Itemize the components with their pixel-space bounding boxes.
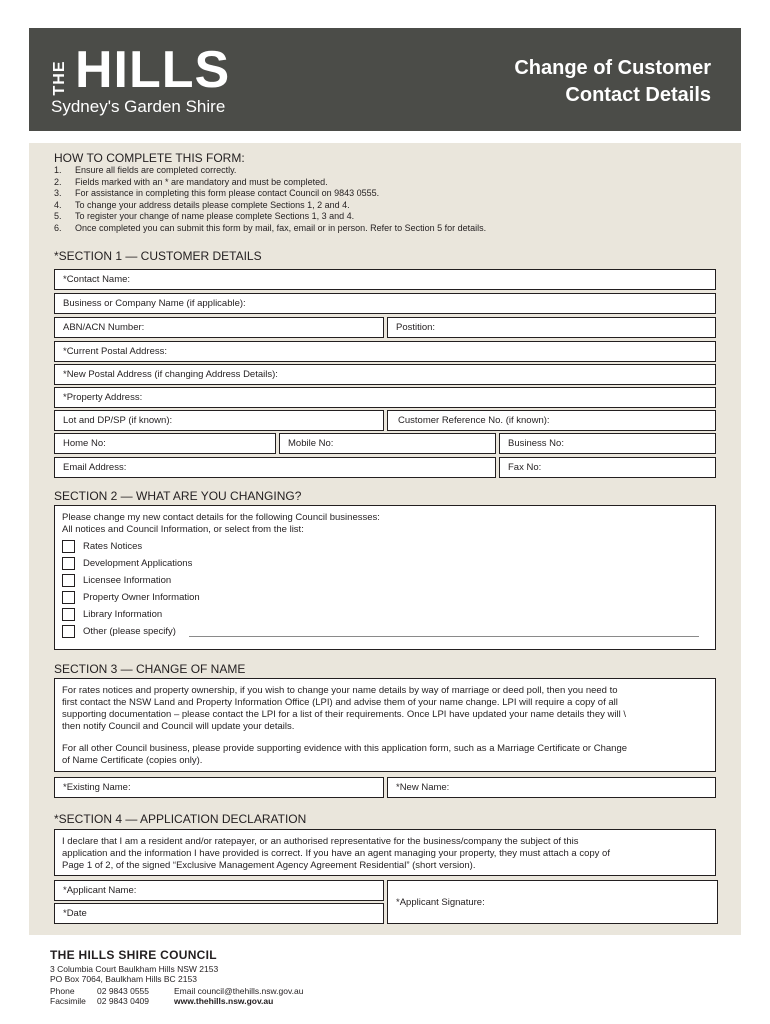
footer-fax-row: Facsimile 02 9843 0409 www.thehills.nsw.gov.au: [50, 996, 274, 1006]
option-library-information[interactable]: Library Information: [62, 607, 162, 622]
option-property-owner-information[interactable]: Property Owner Information: [62, 590, 200, 605]
list-item: 4. To change your address details please complete Sections 1, 2 and 4.: [54, 199, 350, 210]
abn-field[interactable]: ABN/ACN Number:: [54, 317, 384, 338]
lot-dp-field[interactable]: Lot and DP/SP (if known):: [54, 410, 384, 431]
checkbox[interactable]: [62, 625, 75, 638]
home-no-field[interactable]: Home No:: [54, 433, 276, 454]
list-item: 3. For assistance in completing this form please contact Council on 9843 0555.: [54, 188, 380, 198]
section3-paragraph-1: For rates notices and property ownership, if you wish to change your name details by way of marriage or deed poll, then you need to first contact the NSW Land and Property Information Office (LPI) and advise them of your name change. LPI will require a copy of all supporting documentation – please contact the LPI for a list of their requirements. Once LPI have updated your name details they will \ then notify Council and Council will update your details.: [62, 685, 626, 732]
declaration-text: I declare that I am a resident and/or ratepayer, or an authorised representative for the business/company the subject of this application and the information I have provided is correct. If you have an agent managing your property, they must attach a copy of Page 1 of 2, of the signed “Exclusive Management Agency Agreement Residential” (short version).: [62, 836, 610, 871]
section3-title: SECTION 3 — CHANGE OF NAME: [54, 662, 246, 676]
council-name: THE HILLS SHIRE COUNCIL: [50, 948, 217, 962]
option-other[interactable]: Other (please specify): [62, 624, 176, 639]
date-field[interactable]: *Date: [54, 903, 384, 924]
logo-hills: HILLS: [75, 41, 231, 99]
header-banner: [29, 28, 741, 131]
applicant-name-field[interactable]: *Applicant Name:: [54, 880, 384, 901]
checkbox[interactable]: [62, 591, 75, 604]
checkbox[interactable]: [62, 540, 75, 553]
declaration-box: [54, 829, 716, 876]
footer-address-1: 3 Columbia Court Baulkham Hills NSW 2153: [50, 964, 219, 974]
checkbox[interactable]: [62, 557, 75, 570]
option-licensee-information[interactable]: Licensee Information: [62, 573, 171, 588]
list-item: 1. Ensure all fields are completed correctly.: [54, 165, 237, 175]
list-item: 5. To register your change of name please complete Sections 1, 3 and 4.: [54, 211, 355, 221]
section3-info-box: [54, 678, 716, 772]
new-name-field[interactable]: *New Name:: [387, 777, 716, 798]
footer-email: Email council@thehills.nsw.gov.au: [174, 986, 304, 996]
other-specify-line[interactable]: [189, 636, 699, 637]
checkbox[interactable]: [62, 608, 75, 621]
footer-address-2: PO Box 7064, Baulkham Hills BC 2153: [50, 974, 197, 984]
fax-no-field[interactable]: Fax No:: [499, 457, 716, 478]
email-address-field[interactable]: Email Address:: [54, 457, 496, 478]
list-item: 6. Once completed you can submit this form by mail, fax, email or in person. Refer to Section 5 for details.: [54, 222, 487, 233]
section1-title: *SECTION 1 — CUSTOMER DETAILS: [54, 249, 262, 263]
contact-name-field[interactable]: *Contact Name:: [54, 269, 716, 290]
customer-ref-field[interactable]: Customer Reference No. (if known):: [387, 410, 716, 431]
how-to-title: HOW TO COMPLETE THIS FORM:: [54, 151, 245, 165]
footer-website-link[interactable]: www.thehills.nsw.gov.au: [174, 996, 274, 1006]
business-no-field[interactable]: Business No:: [499, 433, 716, 454]
logo-the: THE: [51, 60, 68, 96]
checkbox[interactable]: [62, 574, 75, 587]
section2-title: SECTION 2 — WHAT ARE YOU CHANGING?: [54, 489, 302, 503]
logo-subtitle: Sydney's Garden Shire: [51, 97, 226, 116]
form-title: Change of Customer Contact Details: [514, 57, 711, 106]
footer-phone-row: Phone 02 9843 0555 Email council@thehills.nsw.gov.au: [50, 986, 304, 996]
mobile-no-field[interactable]: Mobile No:: [279, 433, 496, 454]
option-rates-notices[interactable]: Rates Notices: [62, 539, 142, 554]
current-postal-address-field[interactable]: *Current Postal Address:: [54, 341, 716, 362]
new-postal-address-field[interactable]: *New Postal Address (if changing Address Details):: [54, 364, 716, 385]
position-field[interactable]: Postition:: [387, 317, 716, 338]
section2-intro: Please change my new contact details for the following Council businesses: All notices and Council Information, or select from the list:: [62, 512, 380, 535]
applicant-signature-field[interactable]: *Applicant Signature:: [387, 880, 718, 924]
section4-title: *SECTION 4 — APPLICATION DECLARATION: [54, 812, 307, 826]
section2-box: [54, 505, 716, 650]
how-to-list: [54, 165, 486, 234]
property-address-field[interactable]: *Property Address:: [54, 387, 716, 408]
option-development-applications[interactable]: Development Applications: [62, 556, 192, 571]
business-name-field[interactable]: Business or Company Name (if applicable):: [54, 293, 716, 314]
list-item: 2. Fields marked with an * are mandatory and must be completed.: [54, 176, 328, 187]
existing-name-field[interactable]: *Existing Name:: [54, 777, 384, 798]
section3-paragraph-2: For all other Council business, please provide supporting evidence with this application form, such as a Marriage Certificate or Change of Name Certificate (copies only).: [62, 743, 628, 766]
